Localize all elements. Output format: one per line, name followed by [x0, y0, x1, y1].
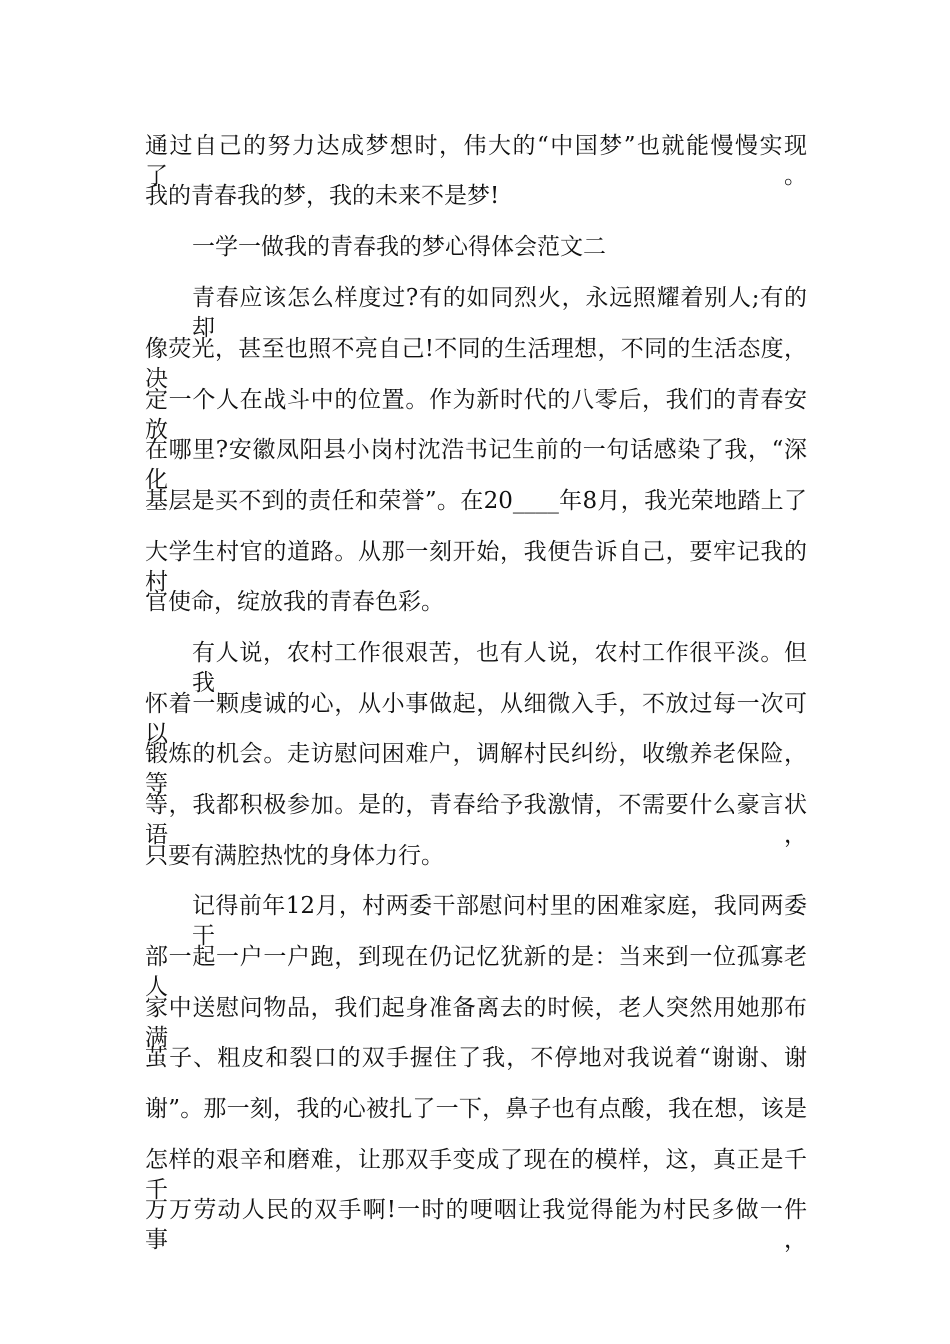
text-line: 通过自己的努力达成梦想时，伟大的“中国梦”也就能慢慢实现了。 — [145, 133, 807, 189]
text-line: 家中送慰问物品，我们起身准备离去的时候，老人突然用她那布满 — [145, 995, 807, 1051]
text-line: 万万劳动人民的双手啊!一时的哽咽让我觉得能为村民多做一件事， — [145, 1197, 807, 1253]
section-heading: 一学一做我的青春我的梦心得体会范文二 — [192, 234, 606, 260]
text-line: 大学生村官的道路。从那一刻开始，我便告诉自己，要牢记我的村 — [145, 539, 807, 595]
text-line: 部一起一户一户跑，到现在仍记忆犹新的是：当来到一位孤寡老人 — [145, 944, 807, 1000]
text-line: 等，我都积极参加。是的，青春给予我激情，不需要什么豪言状语， — [145, 792, 807, 848]
text-line: 有人说，农村工作很艰苦，也有人说，农村工作很平淡。但我 — [192, 640, 807, 696]
text-line: 青春应该怎么样度过?有的如同烈火，永远照耀着别人;有的却 — [192, 285, 807, 341]
text-line: 定一个人在战斗中的位置。作为新时代的八零后，我们的青春安放 — [145, 387, 807, 443]
text-line: 基层是买不到的责任和荣誉”。在20____年8月，我光荣地踏上了 — [145, 488, 807, 514]
text-line: 锻炼的机会。走访慰问困难户，调解村民纠纷，收缴养老保险，等 — [145, 741, 807, 797]
text-line: 只要有满腔热忱的身体力行。 — [145, 843, 444, 869]
text-line: 像荧光，甚至也照不亮自己!不同的生活理想，不同的生活态度，决 — [145, 336, 807, 392]
text-line: 谢”。那一刻，我的心被扎了一下，鼻子也有点酸，我在想，该是 — [145, 1096, 807, 1122]
text-line: 我的青春我的梦，我的未来不是梦! — [145, 183, 500, 209]
text-line: 茧子、粗皮和裂口的双手握住了我，不停地对我说着“谢谢、谢 — [145, 1045, 807, 1071]
text-line: 记得前年12月，村两委干部慰问村里的困难家庭，我同两委干 — [192, 893, 807, 949]
text-line: 怀着一颗虔诚的心，从小事做起，从细微入手，不放过每一次可以 — [145, 691, 807, 747]
text-line: 在哪里?安徽凤阳县小岗村沈浩书记生前的一句话感染了我，“深化 — [145, 437, 807, 493]
text-line: 怎样的艰辛和磨难，让那双手变成了现在的模样，这，真正是千千 — [145, 1147, 807, 1203]
text-line: 官使命，绽放我的青春色彩。 — [145, 589, 444, 615]
